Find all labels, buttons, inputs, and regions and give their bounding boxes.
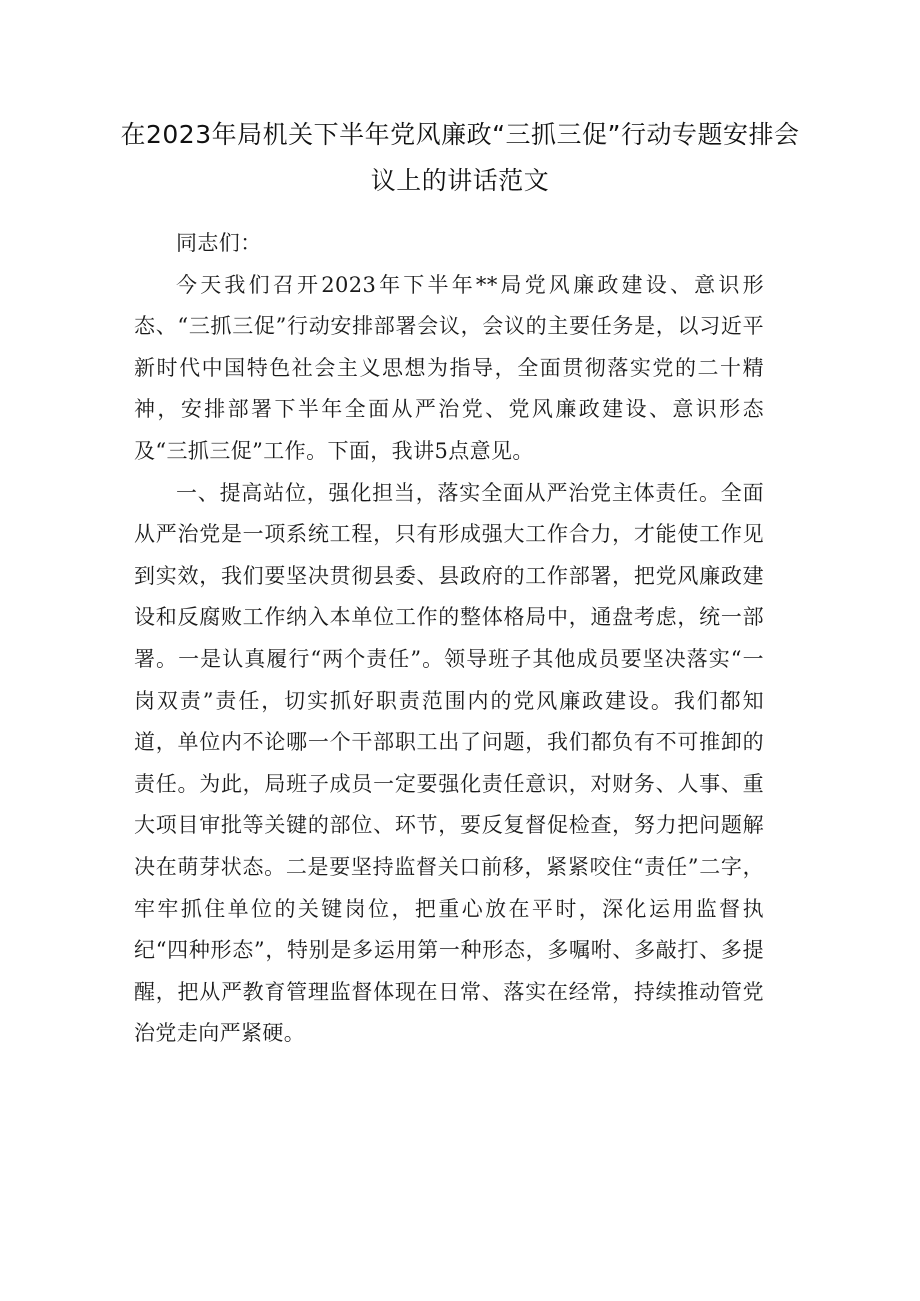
paragraph-point-one: 一、提高站位，强化担当，落实全面从严治党主体责任。全面从严治党是一项系统工程，只有形成强大工作合力，才能使工作见到实效，我们要坚决贯彻县委、县政府的工作部署，把党风廉政建设和反腐败工作纳入本单位工作的整体格局中，通盘考虑，统一部署。一是认真履行“两个责任”。领导班子其他成员要坚决落实“一岗双责”责任，切实抓好职责范围内的党风廉政建设。我们都知道，单位内不论哪一个干部职工出了问题，我们都负有不可推卸的责任。为此，局班子成员一定要强化责任意识，对财务、人事、重大项目审批等关键的部位、环节，要反复督促检查，努力把问题解决在萌芽状态。二是要坚持监督关口前移，紧紧咬住“责任”二字，牢牢抓住单位的关键岗位，把重心放在平时，深化运用监督执纪“四种形态”，特别是多运用第一种形态，多嘱咐、多敲打、多提醒，把从严教育管理监督体现在日常、落实在经常，持续推动管党治党走向严紧硬。 (134, 480, 764, 1046)
document-title: 在2023年局机关下半年党风廉政“三抓三促”行动专题安排会议上的讲话范文 (120, 120, 800, 195)
salutation: 同志们： (176, 231, 262, 255)
document-body (134, 223, 764, 1055)
paragraph-intro: 今天我们召开2023年下半年**局党风廉政建设、意识形态、“三抓三促”行动安排部署会议，会议的主要任务是，以习近平新时代中国特色社会主义思想为指导，全面贯彻落实党的二十精神，安排部署下半年全面从严治党、党风廉政建设、意识形态及“三抓三促”工作。下面，我讲5点意见。 (134, 272, 764, 463)
